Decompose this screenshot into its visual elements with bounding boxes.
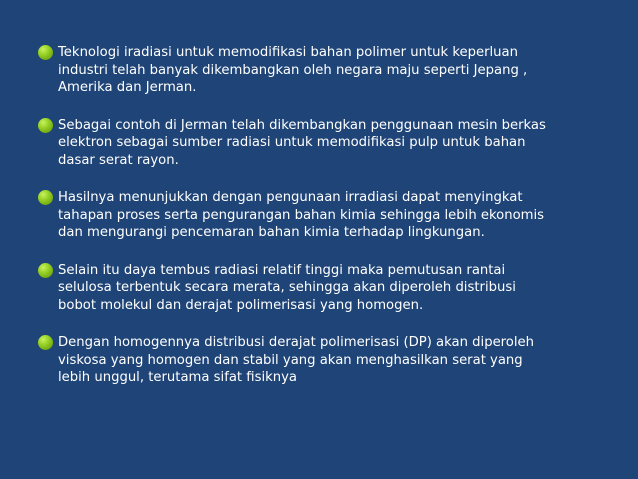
bullet-dot-icon [38,118,53,133]
bullet-text-line: selulosa terbentuk secara merata, sehingga akan diperoleh distribusi [58,280,516,295]
bullet-text-line: Sebagai contoh di Jerman telah dikembangkan penggunaan mesin berkas [58,117,546,133]
bullet-text-line: viskosa yang homogen dan stabil yang akan menghasilkan serat yang [58,352,523,368]
bullet-item [38,262,598,315]
bullet-text-line: lebih unggul, terutama sifat fisiknya [58,370,298,385]
bullet-dot-icon [38,335,53,350]
bullet-item [38,334,598,387]
bullet-item [38,44,598,97]
bullet-text-line: Hasilnya menunjukkan dengan pengunaan irradiasi dapat menyingkat [58,190,523,205]
bullet-text-line: Teknologi iradiasi untuk memodifikasi bahan polimer untuk keperluan [58,45,518,60]
bullet-item [38,117,598,170]
bullet-text-line: Selain itu daya tembus radiasi relatif tinggi maka pemutusan rantai [58,262,506,278]
bullet-dot-icon [38,190,53,205]
bullet-text-line: elektron sebagai sumber radiasi untuk memodifikasi pulp untuk bahan [58,135,526,150]
bullet-text-line: dasar serat rayon. [58,152,179,168]
bullet-text-line: dan mengurangi pencemaran bahan kimia terhadap lingkungan. [58,225,485,240]
bullet-item [38,189,598,242]
bullet-text-line: tahapan proses serta pengurangan bahan kimia sehingga lebih ekonomis [58,207,545,223]
bullet-text-line: Dengan homogennya distribusi derajat polimerisasi (DP) akan diperoleh [58,335,535,350]
bullet-dot-icon [38,263,53,278]
bullet-text-line: bobot molekul dan derajat polimerisasi yang homogen. [58,297,424,313]
bullet-text-line: Amerika dan Jerman. [58,80,197,95]
bullet-dot-icon [38,45,53,60]
bullet-list [38,44,598,407]
bullet-text-line: industri telah banyak dikembangkan oleh negara maju seperti Jepang , [58,62,528,78]
